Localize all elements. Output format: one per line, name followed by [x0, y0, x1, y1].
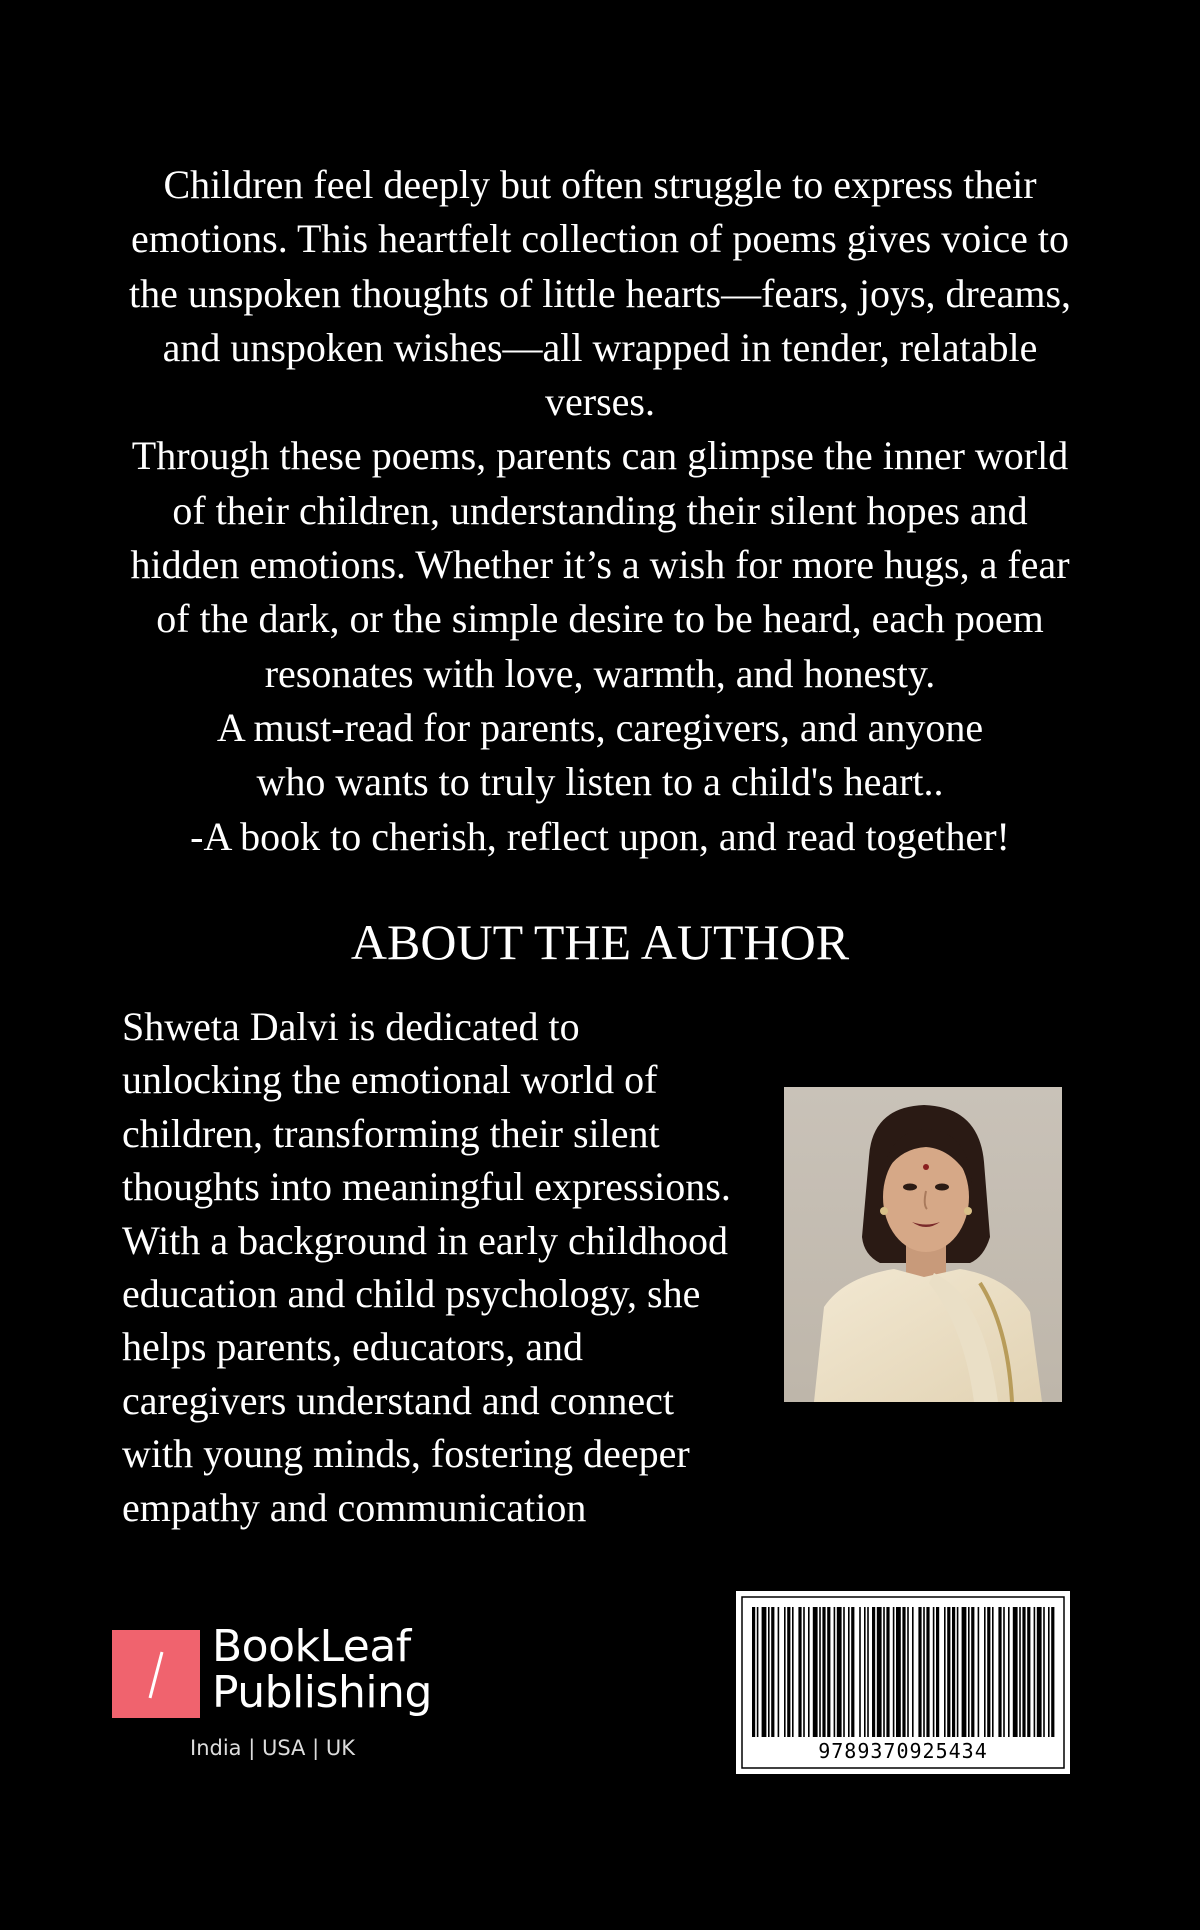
barcode-bar [792, 1607, 794, 1737]
barcode-bar [771, 1607, 774, 1737]
author-bio [122, 1000, 782, 1534]
barcode-bar [778, 1607, 780, 1737]
barcode-bar [1019, 1607, 1021, 1737]
barcode-bar [752, 1607, 755, 1737]
barcode-bar [918, 1607, 921, 1737]
bio-line: education and child psychology, she [122, 1271, 701, 1317]
barcode-bar [1022, 1607, 1025, 1737]
barcode-bar [864, 1607, 866, 1737]
blurb-line: of their children, understanding their silent hopes and [172, 487, 1028, 533]
barcode-bar [1003, 1607, 1005, 1737]
blurb-line: who wants to truly listen to a child's heart.. [256, 759, 944, 805]
barcode-bar [837, 1607, 842, 1737]
barcode-bar [998, 1607, 1001, 1737]
barcode-bar [984, 1607, 986, 1737]
barcode-bar [883, 1607, 885, 1737]
blurb-line: -A book to cherish, reflect upon, and read together! [190, 813, 1010, 859]
book-blurb [100, 158, 1100, 864]
barcode-bar [787, 1607, 790, 1737]
bio-line: children, transforming their silent [122, 1110, 660, 1156]
barcode-bar [843, 1607, 845, 1737]
barcode-bar [992, 1607, 994, 1737]
publisher-regions: India | USA | UK [190, 1736, 355, 1760]
barcode-bar [971, 1607, 974, 1737]
logo-text-line1: BookLeaf [212, 1621, 411, 1672]
barcode-bar [936, 1607, 939, 1737]
isbn-number: 9789370925434 [818, 1739, 988, 1763]
blurb-line: of the dark, or the simple desire to be heard, each poem [156, 596, 1044, 642]
barcode-bar [784, 1607, 786, 1737]
author-photo [784, 1087, 1062, 1402]
barcode-bar [768, 1607, 770, 1737]
barcode-bar [886, 1607, 889, 1737]
barcode-bar [803, 1607, 805, 1737]
barcode-bar [907, 1607, 909, 1737]
barcode-bar [762, 1607, 767, 1737]
blurb-line: Children feel deeply but often struggle to express their [163, 162, 1037, 207]
barcode-bar [978, 1607, 980, 1737]
barcode-bar [834, 1607, 836, 1737]
barcode-bar [798, 1607, 801, 1737]
logo-text-line2: Publishing [212, 1667, 432, 1718]
barcode-bar [933, 1607, 935, 1737]
barcode-bar [1027, 1607, 1030, 1737]
barcode-bar [957, 1607, 959, 1737]
blurb-line: Through these poems, parents can glimpse the inner world [131, 433, 1069, 479]
barcode-bar [893, 1607, 895, 1737]
bio-line: helps parents, educators, and [122, 1324, 583, 1370]
barcode-bar [827, 1607, 830, 1737]
bio-line: thoughts into meaningful expressions. [122, 1164, 731, 1210]
barcode-bar [813, 1607, 818, 1737]
barcode-bar [867, 1607, 869, 1737]
blurb-line: resonates with love, warmth, and honesty. [264, 650, 936, 696]
bookleaf-mark-icon [112, 1630, 200, 1718]
barcode-bar [877, 1607, 882, 1737]
barcode-bar [947, 1607, 950, 1737]
blurb-line: emotions. This heartfelt collection of poems gives voice to [131, 216, 1069, 262]
barcode-bar [926, 1607, 929, 1737]
about-author-heading: ABOUT THE AUTHOR [350, 914, 850, 970]
barcode-bar [923, 1607, 925, 1737]
bookleaf-logo [112, 1621, 512, 1770]
bio-line: Shweta Dalvi is dedicated to [122, 1004, 580, 1049]
barcode-bar [851, 1607, 854, 1737]
bio-line: With a background in early childhood [122, 1217, 728, 1263]
bio-line: with young minds, fostering deeper [122, 1431, 690, 1477]
barcode-bar [896, 1607, 901, 1737]
blurb-line: verses. [545, 379, 655, 425]
barcode-bar [1013, 1607, 1018, 1737]
author-portrait [784, 1087, 1062, 1402]
blurb-line: the unspoken thoughts of little hearts—fears, joys, dreams, [128, 270, 1072, 316]
barcode-bar [912, 1607, 914, 1737]
barcode-bar [962, 1607, 967, 1737]
barcode-bar [848, 1607, 850, 1737]
barcode-bar [902, 1607, 905, 1737]
barcode-bar [757, 1607, 759, 1737]
barcode-bar [952, 1607, 955, 1737]
barcode-bar [859, 1607, 861, 1737]
blurb-line: hidden emotions. Whether it’s a wish for more hugs, a fear [130, 542, 1070, 588]
blurb-line: and unspoken wishes—all wrapped in tender, relatable [162, 324, 1038, 370]
bio-line: caregivers understand and connect [122, 1377, 674, 1423]
barcode-bar [1051, 1607, 1054, 1737]
barcode-bar [808, 1607, 810, 1737]
barcode-bar [968, 1607, 970, 1737]
blurb-line: A must-read for parents, caregivers, and anyone [216, 704, 984, 750]
barcode-bar [1043, 1607, 1045, 1737]
bio-line: unlocking the emotional world of [122, 1057, 658, 1103]
barcode-bar [822, 1607, 825, 1737]
barcode-bar [1048, 1607, 1050, 1737]
barcode-bar [1037, 1607, 1042, 1737]
barcode-bar [987, 1607, 990, 1737]
barcode-bar [1008, 1607, 1010, 1737]
isbn-barcode [736, 1591, 1070, 1774]
bio-line: empathy and communication [122, 1484, 587, 1530]
barcode-bar [872, 1607, 875, 1737]
barcode-bar [819, 1607, 821, 1737]
barcode-bar [944, 1607, 946, 1737]
barcode-bar [1034, 1607, 1036, 1737]
